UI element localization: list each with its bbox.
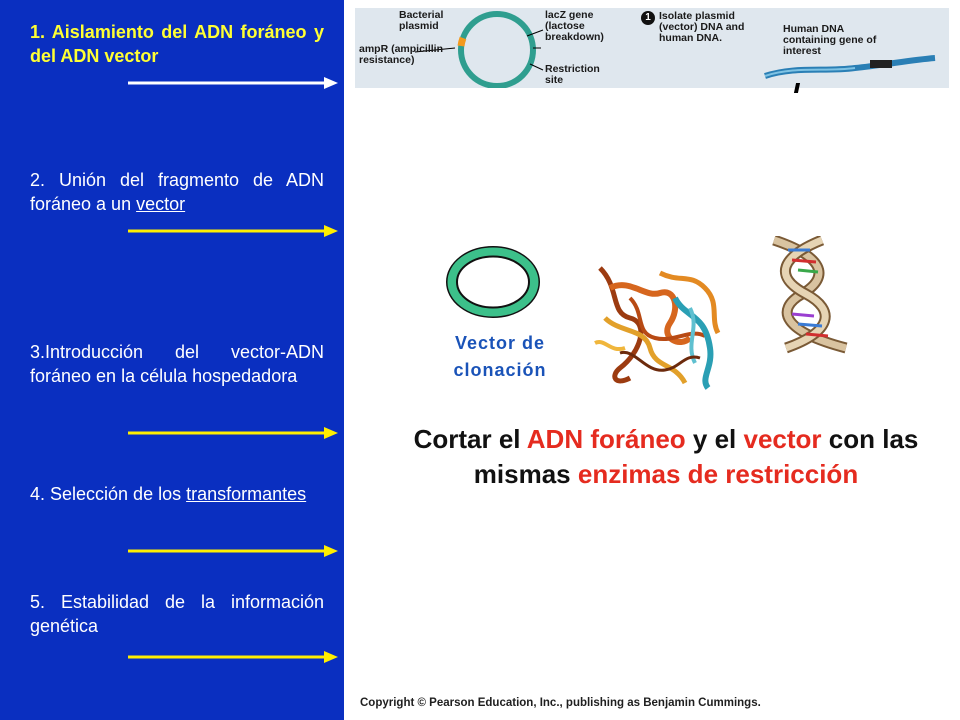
dna-helix-icon	[762, 236, 864, 354]
step-3-arrow-icon	[128, 426, 338, 440]
ampr-label: ampR (ampicillin resistance)	[359, 43, 444, 66]
step-2-arrow-icon	[128, 224, 338, 238]
plasmid-figure	[355, 8, 949, 88]
step-2-link[interactable]: vector	[136, 194, 186, 214]
bacterial-plasmid-label: Bacterial plasmid	[399, 9, 444, 32]
highlight-vector: vector	[743, 424, 822, 454]
step-3-text: 3.Introducción del vector-ADN foráneo en la célula hospedadora	[30, 342, 324, 386]
step-4[interactable]	[30, 482, 324, 506]
highlight-enzimas: enzimas de restricción	[577, 459, 859, 489]
step-1-text: 1. Aislamiento del ADN foráneo y del ADN vector	[30, 22, 324, 66]
cloning-vector-ring-icon	[438, 240, 548, 324]
lacz-label: lacZ gene (lactose breakdown)	[545, 9, 604, 43]
step-5-arrow-icon	[128, 650, 338, 664]
step-4-text: 4. Selección de los	[30, 484, 187, 504]
step-1-arrow-icon	[128, 76, 338, 90]
step-2[interactable]	[30, 168, 324, 216]
copyright-notice: Copyright © Pearson Education, Inc., publishing as Benjamin Cummings.	[360, 697, 761, 709]
step-5[interactable]	[30, 590, 324, 638]
step-1-active[interactable]	[30, 20, 324, 68]
figure-pointer-mark	[794, 83, 800, 93]
vector-label: Vector de clonación	[453, 333, 547, 380]
main-statement: Cortar el ADN foráneo y el vector con las mismas enzimas de restricción	[413, 424, 919, 489]
step-5-text: 5. Estabilidad de la información genética	[30, 592, 324, 636]
highlight-adn-foraneo: ADN foráneo	[526, 424, 686, 454]
step-number-badge: 1	[641, 11, 655, 25]
isolate-label: Isolate plasmid (vector) DNA and human DNA.	[659, 10, 745, 44]
step-4-arrow-icon	[128, 544, 338, 558]
restriction-enzyme-structure-icon	[590, 258, 730, 393]
step-4-link[interactable]: transformantes	[186, 484, 307, 504]
human-dna-label: Human DNA containing gene of interest	[783, 23, 877, 57]
steps-sidebar	[0, 0, 344, 720]
restriction-site-label: Restriction site	[545, 63, 600, 86]
step-3[interactable]	[30, 340, 324, 388]
step-2-text: 2. Unión del fragmento de ADN foráneo a un	[30, 170, 324, 214]
